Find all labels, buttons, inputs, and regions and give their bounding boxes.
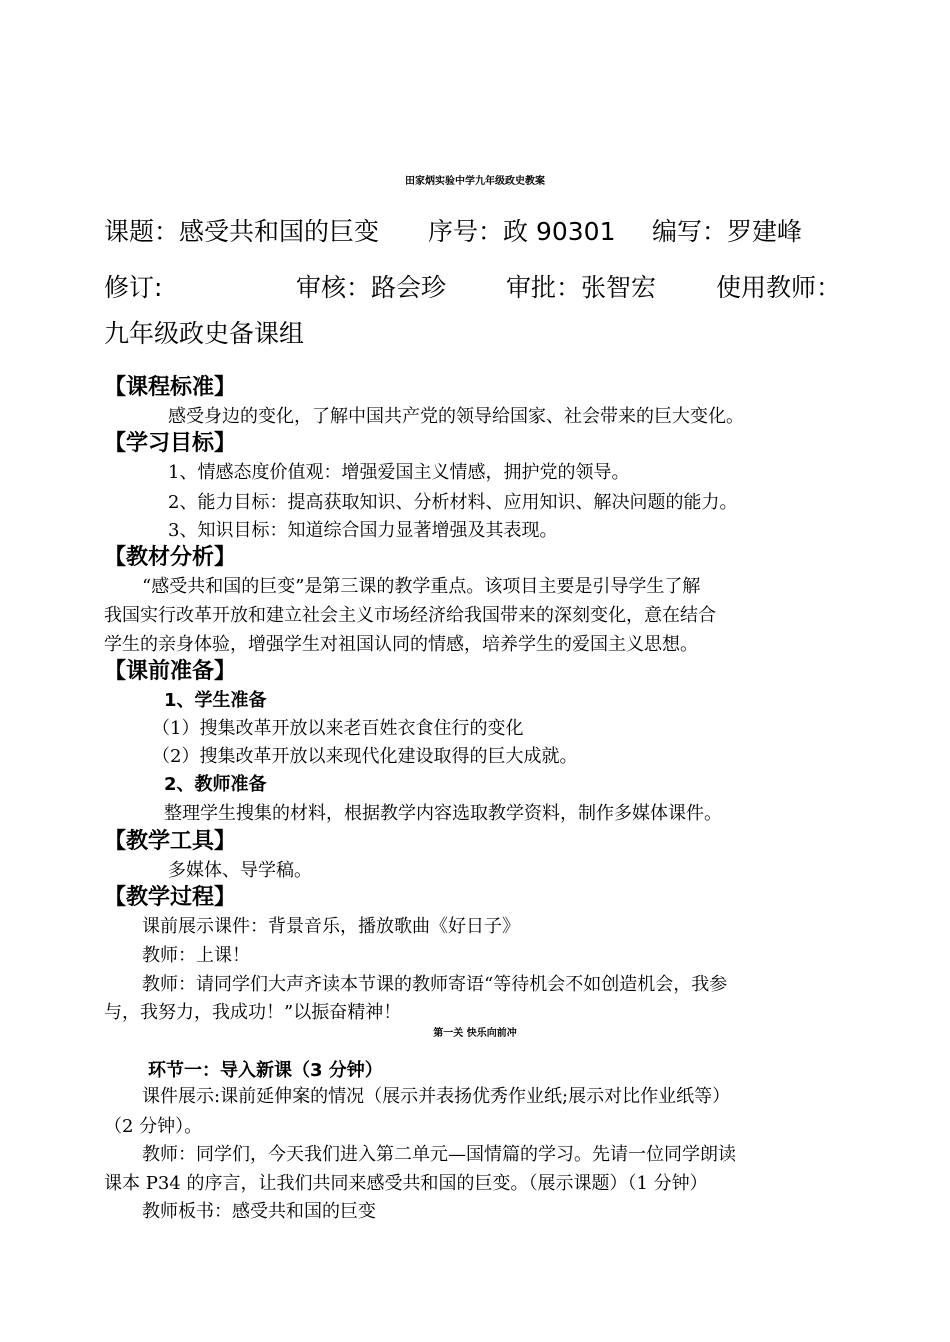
meta-topic: 课题：感受共和国的巨变	[104, 217, 380, 246]
meta-review: 审核：路会珍	[296, 273, 447, 302]
process-line: 课件展示:课前延伸案的情况（展示并表扬优秀作业纸;展示对比作业纸等）	[142, 1086, 731, 1107]
process-line: 课前展示课件：背景音乐，播放歌曲《好日子》	[142, 916, 520, 937]
meta-revise: 修订:	[104, 273, 163, 302]
prep-teacher-heading: 2、教师准备	[164, 774, 267, 795]
process-line: 与，我努力，我成功！”以振奋精神！	[104, 1002, 402, 1023]
stage-title: 第一关 快乐向前冲	[433, 1028, 517, 1039]
process-line: 教师：上课！	[142, 945, 250, 966]
analysis-line: 学生的亲身体验，增强学生对祖国认同的情感，培养学生的爱国主义思想。	[104, 634, 698, 655]
prep-heading: 【课前准备】	[104, 659, 237, 684]
process-line: 课本 P34 的序言，让我们共同来感受共和国的巨变。（展示课题）（1 分钟）	[104, 1173, 708, 1194]
goal-item: 1、情感态度价值观：增强爱国主义情感，拥护党的领导。	[168, 462, 630, 483]
process-line: 教师板书：感受共和国的巨变	[142, 1201, 376, 1222]
tools-text: 多媒体、导学稿。	[168, 860, 312, 881]
analysis-heading: 【教材分析】	[104, 545, 237, 570]
tools-heading: 【教学工具】	[104, 829, 237, 854]
document-title: 田家炳实验中学九年级政史教案	[405, 176, 545, 187]
prep-student-item: （1）搜集改革开放以来老百姓衣食住行的变化	[152, 718, 524, 739]
process-line: 教师：同学们，今天我们进入第二单元—国情篇的学习。先请一位同学朗读	[142, 1144, 736, 1165]
meta-serial: 序号：政 90301	[428, 217, 616, 246]
process-line: 教师：请同学们大声齐读本节课的教师寄语“等待机会不如创造机会，我参	[142, 974, 728, 995]
goal-item: 2、能力目标：提高获取知识、分析材料、应用知识、解决问题的能力。	[168, 492, 738, 513]
prep-teacher-text: 整理学生搜集的材料，根据教学内容选取教学资料，制作多媒体课件。	[164, 803, 722, 824]
meta-teacher-group: 九年级政史备课组	[104, 319, 305, 348]
prep-student-item: （2）搜集改革开放以来现代化建设取得的巨大成就。	[152, 746, 578, 767]
process-heading: 【教学过程】	[104, 885, 237, 910]
prep-student-heading: 1、学生准备	[164, 690, 267, 711]
meta-teacher-label: 使用教师：	[716, 273, 842, 302]
process-line: （2 分钟）。	[104, 1116, 203, 1137]
meta-author: 编写：罗建峰	[652, 217, 803, 246]
goal-item: 3、知识目标：知道综合国力显著增强及其表现。	[168, 520, 558, 541]
standard-text: 感受身边的变化，了解中国共产党的领导给国家、社会带来的巨大变化。	[168, 406, 744, 427]
meta-approve: 审批：张智宏	[506, 273, 657, 302]
analysis-line: 我国实行改革开放和建立社会主义市场经济给我国带来的深刻变化，意在结合	[104, 605, 716, 626]
analysis-line: “感受共和国的巨变”是第三课的教学重点。该项目主要是引导学生了解	[142, 576, 701, 597]
standard-heading: 【课程标准】	[104, 375, 237, 400]
step-title: 环节一：导入新课（3 分钟）	[148, 1060, 383, 1081]
goals-heading: 【学习目标】	[104, 431, 237, 456]
